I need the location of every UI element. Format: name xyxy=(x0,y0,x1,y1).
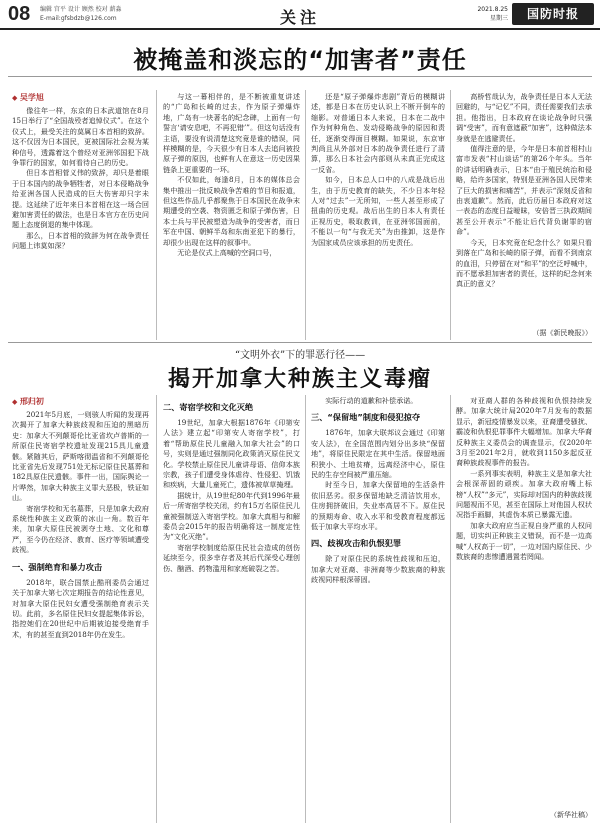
article-divider xyxy=(8,342,592,343)
issue-date xyxy=(470,5,508,23)
column-divider xyxy=(305,395,306,823)
paragraph: 寄宿学校制度给原住民社会造成的创伤延续至今，很多幸存者及其后代深受心理创伤、酗酒、药物滥用和家庭破裂之苦。 xyxy=(163,542,300,573)
column-divider xyxy=(305,90,306,340)
paragraph: 高桥哲哉认为，战争责任是日本人无法回避的，与“记忆”不同，责任需要我们去承担。他指出，日本政府在谈论战争时只强调“受害”，而有意遮蔽“加害”，这种做法本身就是在逃避责任。 xyxy=(456,92,592,143)
source-credit: （据《新民晚报》） xyxy=(532,329,592,337)
article2-kicker: “文明外衣”下的罪恶行径—— xyxy=(234,350,366,361)
paragraph: 无论是仪式上高喊的空洞口号， xyxy=(177,248,277,258)
section-subhead: 四、歧视攻击和仇恨犯罪 xyxy=(311,538,402,549)
paragraph: 1876年，加拿大联邦议会通过《印第安人法》，在全国范围内划分出多块“保留地”，将原住民限定在其中生活。保留地面积狭小、土地贫瘠，远离经济中心，原住民的生存空间被严重压缩。 xyxy=(311,428,445,480)
paragraph: 值得注意的是，今年是日本前首相村山富市发表“村山谈话”的第26个年头。当年的讲话明确表示，日本“由于殖民统治和侵略，给许多国家，特别是亚洲各国人民带来了巨大的损害和痛苦”，并表示“深刻反省和由衷道歉”。然而，此后历届日本政府对这一表态的态度日益暧昧，安倍晋三执政期间甚至公开表示“不能让后代背负谢罪的宿命”。 xyxy=(456,144,592,237)
paragraph: 那么，日本首相的致辞为何在战争责任问题上讳莫如深？ xyxy=(12,230,149,251)
paragraph: 加拿大政府应当正视自身严重的人权问题，切实纠正种族主义错误，而不是一边高喊“人权高于一切”，一边对国内原住民、少数族裔的悲惨遭遇置若罔闻。 xyxy=(456,520,592,562)
page-number: 08 xyxy=(8,3,31,25)
article1-column-2 xyxy=(163,92,300,338)
weekday-text: 星期三 xyxy=(489,15,508,22)
paragraph: 像往年一样，东京的日本武道馆在8月15日举行了“全国战殁者追悼仪式”。在这个仪式上，最受关注的莫属日本首相的致辞。这不仅因为日本国民，更被国际社会视为某种信号，透露着这个曾经对亚洲邻国犯下战争罪行的国家，如何看待自己的历史。 xyxy=(12,106,149,168)
newspaper-logo: 国防时报 xyxy=(512,3,594,25)
column-divider xyxy=(450,395,451,823)
paragraph: 一系列事实表明，种族主义是加拿大社会根深蒂固的顽疾。加拿大政府嘴上标榜“人权”“多元”，实际却对国内的种族歧视问题视而不见，甚至在国际上对他国人权状况指手画脚，其虚伪本质已暴露无遗。 xyxy=(456,468,592,520)
credits-email: E-mail:gfsbdzb@126.com xyxy=(40,15,117,22)
article2-column-1 xyxy=(12,410,149,822)
article1-headline: 被掩盖和淡忘的“加害者”责任 xyxy=(133,46,467,74)
masthead xyxy=(0,0,600,30)
section-subhead: 三、“保留地”制度和侵犯掠夺 xyxy=(311,412,421,423)
article1-column-4 xyxy=(456,92,592,328)
paragraph: 据统计，从19世纪80年代到1996年最后一所寄宿学校关闭，约有15万名原住民儿童被强制送入寄宿学校。加拿大真相与和解委员会2015年的报告明确将这一制度定性为“文化灭绝”。 xyxy=(163,490,300,542)
article2-column-2 xyxy=(163,396,300,822)
paragraph: 与这一幕相伴的，是不断被重复讲述的“广岛和长崎的过去，作为原子弹爆炸地，广岛有一块著名的纪念碑，上面有一句誓言‘请安息吧，不再犯错’”。但这句话没有主语，要没有说清楚这究竟是谁的错误，同样模糊的是，今天很少有日本人去追问被投原子弹的原因，也鲜有人在意这一历史因果链条上更重要的一环。 xyxy=(163,92,300,174)
section-title: 关注 xyxy=(279,8,320,27)
paragraph: 2018年，联合国禁止酷刑委员会通过关于加拿大第七次定期报告的结论性意见，对加拿大原住民妇女遭受强制绝育表示关切。此前，多名原住民妇女提起集体诉讼，指控她们在20世纪中后期被迫接受绝育手术，有的甚至直到2018年仍在发生。 xyxy=(12,577,149,639)
section-subhead: 二、寄宿学校和文化灭绝 xyxy=(163,402,254,412)
article2-byline: ◆ 邢归初 xyxy=(12,396,44,407)
article1-byline: ◆ 吴学旭 xyxy=(12,92,44,103)
paragraph: 时至今日，加拿大保留地的生活条件依旧恶劣。很多保留地缺乏清洁饮用水，住房拥挤破旧，失业率高居不下。原住民的预期寿命、收入水平和受教育程度都远低于加拿大平均水平。 xyxy=(311,480,445,532)
source-credit: （新华社稿） xyxy=(550,811,592,819)
article2-column-3 xyxy=(311,396,445,822)
paragraph: 还是“原子弹爆炸悲剧”背后的模糊讲述，都是日本在历史认识上不断开倒车的缩影。对普通日本人来说，日本在二战中作为何种角色、发动侵略战争的原因和责任，逐渐变得面目模糊。如果说，东京审判尚且从外部对日本的战争责任进行了清算，那么日本社会内部则从未真正完成这一反省。 xyxy=(311,92,445,174)
section-subhead: 一、强制绝育和暴力攻击 xyxy=(12,561,103,572)
column-divider xyxy=(156,90,157,340)
paragraph: 19世纪，加拿大根据1876年《印第安人法》建立起“印第安人寄宿学校”，打着“帮助原住民儿童融入加拿大社会”的口号，实则是通过强制同化政策消灭原住民文化。学校禁止原住民儿童讲母语、信仰本族宗教，孩子们遭受身体虐待、性侵犯、饥饿和疾病，大量儿童死亡，遗体被草草掩埋。 xyxy=(163,418,300,490)
column-divider xyxy=(450,90,451,340)
paragraph: 不仅如此，每逢8月，日本的媒体总会集中推出一批反映战争苦难的节目和报道，但这些作品几乎都聚焦于日本国民在战争末期遭受的空袭、物资匮乏和原子弹伤害，日本士兵与平民被塑造为战争的受害者，而日军在中国、朝鲜半岛和东南亚犯下的暴行，却很少出现在这样的叙事中。 xyxy=(163,175,300,247)
article1-column-3 xyxy=(311,92,445,338)
article1-column-1 xyxy=(12,106,149,338)
article1-source xyxy=(456,328,592,340)
credits-names: 编辑 宫平 设计 顾然 校对 薪淼 xyxy=(40,6,122,13)
date-text: 2021.8.25 xyxy=(477,6,508,13)
paragraph: 对亚裔人群的各种歧视和仇恨持续发酵。加拿大统计局2020年7月发布的数据显示，新冠疫情暴发以来，亚裔遭受骚扰、霸凌和仇恨犯罪事件大幅增加。加拿大华裔反种族主义委员会的调查显示，仅2020年3月至2021年2月，就收到1150多起反亚裔种族歧视事件的报告。 xyxy=(456,396,592,468)
paragraph: 如今，日本总人口中的八成是战后出生，由于历史教育的缺失，不少日本年轻人对“过去”一无所知，一些人甚至形成了扭曲的历史观。战后出生的日本人有责任正视历史，吸取教训，在亚洲邻国面前，不能以一句“与我无关”为由推卸，这是作为国家成员应该承担的历史责任。 xyxy=(311,175,445,247)
headline-divider xyxy=(8,76,592,77)
article2-source xyxy=(456,810,592,822)
paragraph: 但日本首相菅义伟的致辞，却只是着眼于日本国内的战争牺牲者，对日本侵略战争给亚洲各国人民造成的巨大伤害却只字未提。这延续了近年来日本首相在这一场合回避加害责任的做法，也是日本官方在历史问题上态度倒退的集中体现。 xyxy=(12,168,149,230)
paragraph: 寄宿学校和无名墓葬，只是加拿大政府系统性种族主义政策的冰山一角。数百年来，加拿大原住民被剥夺土地、文化和尊严，至今仍在经济、教育、医疗等领域遭受歧视。 xyxy=(12,503,149,555)
paragraph: 除了对原住民的系统性歧视和压迫，加拿大对亚裔、非洲裔等少数族裔的种族歧视同样根深蒂固。 xyxy=(311,554,445,585)
column-divider xyxy=(156,395,157,823)
article2-column-4 xyxy=(456,396,592,810)
paragraph: 实际行动的道歉和补偿承诺。 xyxy=(325,396,418,405)
paragraph: 2021年5月底，一则骇人听闻的发现再次揭开了加拿大种族歧视和压迫的黑暗历史：加拿大不列颠哥伦比亚省坎卢普斯的一所原住民寄宿学校遗址发现215具儿童遗骸。紧随其后，萨斯喀彻温省和不列颠哥伦比亚省先后发现751处无标记原住民墓葬和182具原住民遗骸。事件一出，国际舆论一片哗然，加拿大种族主义罪大恶极，铁证如山。 xyxy=(12,410,149,503)
editor-credits xyxy=(40,5,170,23)
paragraph: 今天，日本究竟在纪念什么？如果只看到落在广岛和长崎的原子弹，而看不到南京的血泪，只停留在对“和平”的空泛呼喊中，而不愿承担加害者的责任，这样的纪念何来真正的意义？ xyxy=(456,237,592,289)
article2-headline: 揭开加拿大种族主义毒瘤 xyxy=(167,367,432,392)
